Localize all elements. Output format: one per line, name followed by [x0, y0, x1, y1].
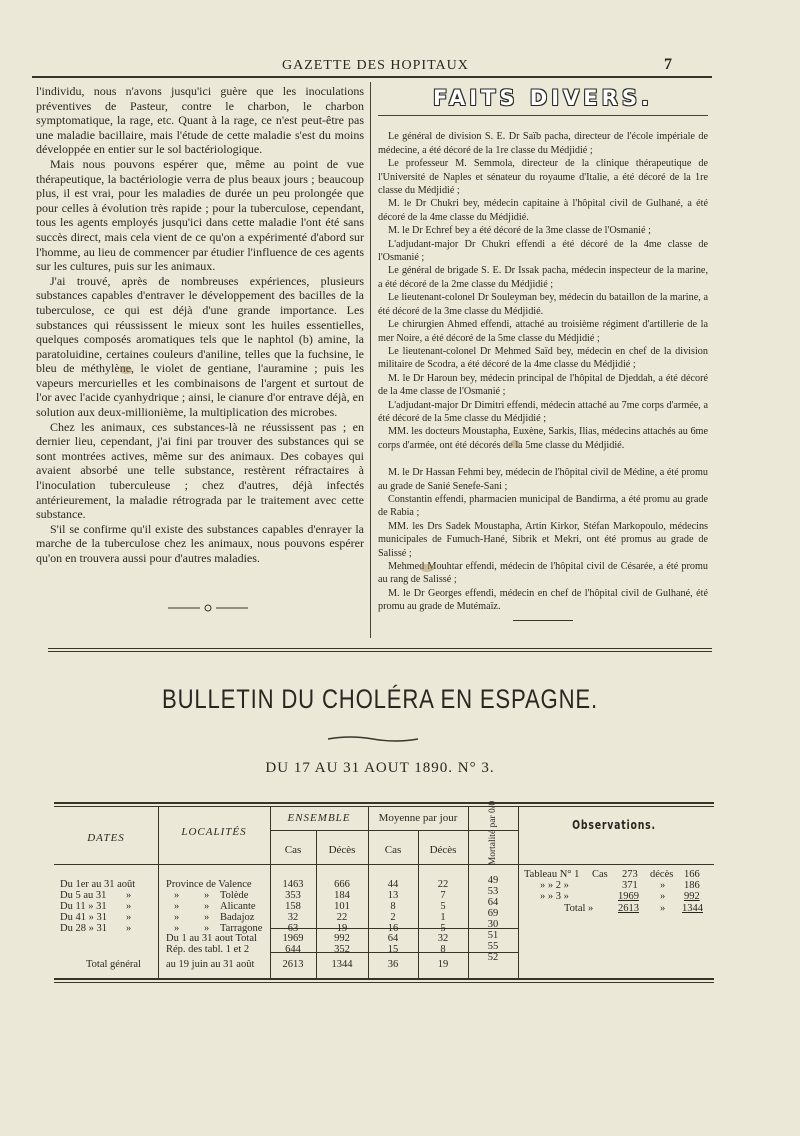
moy-deces-cell: 32 [437, 933, 449, 944]
obs-cas: 371 [622, 880, 638, 891]
mortalite-cell: 64 [487, 897, 499, 908]
news-item: MM. les docteurs Moustapha, Euxène, Sarkis, Ilias, médecins attachés au 6me corps d'armée, ont été décorés de la 5me classe du Médjidié. [378, 426, 708, 451]
section-rule [48, 651, 712, 652]
deces-cell: 352 [334, 944, 350, 955]
cas-cell: 158 [285, 901, 301, 912]
date-cell: Du 5 au 31 [60, 890, 107, 901]
news-item: Mehmed Mouhtar effendi, médecin de l'hôpital civil de Césarée, a été promu au rang de Salissé ; [378, 561, 708, 586]
subtotal-label: Du 1 au 31 aout Total [166, 933, 257, 944]
cas-cell: 63 [287, 923, 299, 934]
obs-deces: 166 [684, 869, 700, 880]
moy-cas-cell: 8 [390, 901, 396, 912]
moy-deces-cell: 22 [437, 879, 449, 890]
total-range: au 19 juin au 31 août [166, 959, 255, 970]
date-cell: Du 41 » 31 [60, 912, 107, 923]
cas-cell: 2613 [282, 959, 304, 970]
subtotal-label: Rép. des tabl. 1 et 2 [166, 944, 250, 955]
header-ensemble: ENSEMBLE [287, 812, 351, 824]
article-paragraph: Chez les animaux, ces substances-là ne réussissent pas ; en dernier lieu, cependant, j'ai fini par trouver des substances qui se sont montrées actives, même sur des animaux. Des cobayes qui avaient absorbé une telle substance, restèrent réfractaires à l'inoculation tuberculeuse ; chez d'autres, déjà infectés antérieurement, la maladie rétrograda par le traitement avec cette substance. [36, 419, 364, 522]
moy-cas-cell: 64 [387, 933, 399, 944]
news-item: Le chirurgien Ahmed effendi, attaché au troisième régiment d'artillerie de la mer Noire, a été décoré de la 5me classe du Médjidié ; [378, 319, 708, 344]
moy-deces-cell: 8 [440, 944, 446, 955]
date-cell: Du 28 » 31 [60, 923, 107, 934]
column-divider [370, 82, 371, 638]
moy-cas-cell: 15 [387, 944, 399, 955]
faits-divers-title: FAITS DIVERS. [433, 86, 653, 110]
mortalite-cell: 53 [487, 886, 499, 897]
cas-cell: 353 [285, 890, 301, 901]
page-number: 7 [664, 56, 672, 73]
deces-cell: 992 [334, 933, 350, 944]
obs-cas: 273 [622, 869, 638, 880]
article-paragraph: J'ai trouvé, après de nombreuses expériences, plusieurs substances capables d'entraver le développement des bacilles de la tuberculose, ce qui est déjà d'une grande importance. Les substances qui réussissent le mieux sont les huiles essentielles, quelques composés aromatiques tels que le naphtol (b) amine, la paratoluidine, certaines couleurs d'aniline, telles que la fuchsine, le bleu de méthylène, le violet de gentiane, l'auramine ; puis les vapeurs mercurielles et les combinaisons de l'argent et surtout de l'or avec l'acide cyanhydrique ; ainsi, le cianure d'or entrave déjà, en solution aux deux-millionième, la multiplication des microbes. [36, 273, 364, 420]
news-item: Le lieutenant-colonel Dr Mehmed Saïd bey, médecin en chef de la division militaire de Scodra, a été décoré de la 4me classe du Médjidié ; [378, 345, 708, 371]
header-moyenne: Moyenne par jour [378, 812, 458, 824]
paper-stain [510, 440, 520, 448]
obs-cas: 1969 [618, 891, 639, 902]
news-item: Le professeur M. Semmola, directeur de la clinique thérapeutique de l'Université de Naples et sénateur du royaume d'Italie, a été décoré de la 1re classe du Médjidié ; [378, 158, 708, 197]
news-item: M. le Dr Echref bey a été décoré de la 3me classe de l'Osmanié ; [388, 225, 651, 237]
header-dates: DATES [87, 832, 125, 844]
page-header [32, 56, 712, 80]
deces-cell: 22 [336, 912, 348, 923]
moy-deces-cell: 1 [440, 912, 446, 923]
news-item: MM. les Drs Sadek Moustapha, Artin Kirkor, Stéfan Markopoulo, médecins municipales de Fumuch-Hané, Sibrik et Mekri, ont été promus au grade de Salissé ; [378, 520, 708, 559]
title-ornament [328, 734, 418, 744]
header-moy-deces: Décès [429, 844, 457, 856]
header-localites: LOCALITÉS [181, 826, 247, 838]
article-paragraph: Mais nous pouvons espérer que, même au point de vue thérapeutique, la bactériologie verra de plus beaux jours ; beaucoup plus, il est vrai, pour les maladies de durée un peu prolongée que pour celles à évolution très rapide ; pour la tuberculose, cependant, tous les agents employés jusqu'ici dans cette maladie l'ont été sans succès direct, mais cela vient de ce qu'on a expérimenté d'abord sur l'homme, au lieu de commencer par étudier l'influence de ces agents sur les cultures, puis sur les animaux. [36, 156, 364, 274]
moy-cas-cell: 2 [390, 912, 396, 923]
obs-label: » » 3 » [540, 891, 569, 902]
moy-deces-cell: 5 [440, 923, 446, 934]
news-item: Le général de division S. E. Dr Saïb pacha, directeur de l'école impériale de médecine, a été décoré de la 1re classe du Médjidié ; [378, 131, 708, 156]
date-cell: Du 11 » 31 [60, 901, 107, 912]
deces-cell: 101 [334, 901, 350, 912]
news-item: Le général de brigade S. E. Dr Issak pacha, médecin inspecteur de la marine, a été décoré de la 2me classe du Médjidié ; [378, 265, 708, 290]
moy-cas-cell: 13 [387, 890, 399, 901]
moy-cas-cell: 16 [387, 923, 399, 934]
cholera-table: DATES LOCALITÉS ENSEMBLE Moyenne par jour Cas Décès Cas Décès Mortalité par 0/0 Observations. Du 1er au 31 août Du 5 au 31 » Du 11 » 31 » Du 41 » 31 » Du 28 » 31 » Total général Province de Valence » » Tolède » » Alicante » » Badajoz » » Tarragone Du 1 au 31 aout Total Rép. des tabl. 1 et 2 au 19 juin au 31 août 1463 353 158 32 63 1969 644 2613 666 184 101 22 19 992 352 1344 44 13 8 2 16 64 15 36 22 7 5 1 5 32 8 19 49 53 64 69 30 51 55 52 Tableau N° 1 Cas 273 décès 166 » » 2 » 371 » 186 » » 3 » 1969 » 992 Total » 2613 » 1344 [54, 802, 714, 984]
deces-cell: 666 [334, 879, 350, 890]
news-item: Constantin effendi, pharmacien municipal de Bandirma, a été promu au grade de Rabia ; [378, 493, 708, 519]
moy-cas-cell: 44 [387, 879, 399, 890]
news-item: M. le Dr Haroun bey, médecin principal de l'hôpital de Djeddah, a été décoré de la 4me classe de l'Osmanié ; [378, 372, 708, 398]
total-label: Total général [86, 959, 141, 970]
mortalite-cell: 69 [487, 908, 499, 919]
deces-cell: 19 [336, 923, 348, 934]
mortalite-cell: 49 [487, 875, 499, 886]
date-cell: Du 1er au 31 août [60, 879, 136, 890]
deces-cell: 1344 [331, 959, 353, 970]
news-item: L'adjudant-major Dr Dimitri effendi, médecin attaché au 7me corps d'armée, a été décoré de la 5me classe du Médjidié ; [378, 399, 708, 424]
obs-label: » » 2 » [540, 880, 569, 891]
header-observations: Observations. [572, 818, 656, 832]
locality-cell: Province de Valence [166, 879, 252, 890]
journal-title: GAZETTE DES HOPITAUX [282, 58, 469, 73]
locality-cell: Badajoz [220, 912, 255, 923]
cas-cell: 32 [287, 912, 299, 923]
end-ornament [168, 602, 248, 614]
section-rule [48, 648, 712, 649]
obs-label: Tableau N° 1 [524, 869, 580, 880]
news-item: M. le Dr Georges effendi, médecin en chef de l'hôpital civil de Gulhané, été promu au grade de Mutémaïz. [378, 587, 708, 613]
header-moy-cas: Cas [384, 844, 402, 856]
article-paragraph: S'il se confirme qu'il existe des substances capables d'enrayer la marche de la tuberculose chez les animaux, nous pouvons espérer qu'on en trouvera aussi pour d'autres maladies. [36, 521, 364, 565]
obs-cas: 2613 [618, 903, 639, 914]
paper-stain [120, 366, 132, 374]
news-item: Le lieutenant-colonel Dr Souleyman bey, médecin du bataillon de la marine, a été décoré de la 3me classe du Médjidié. [378, 292, 708, 317]
locality-cell: Tolède [220, 890, 249, 901]
news-item: M. le Dr Chukri bey, médecin capitaine à l'hôpital civil de Gulhané, a été décoré de la 4me classe du Médjidié. [378, 198, 708, 223]
locality-cell: Tarragone [220, 923, 263, 934]
obs-deces: 992 [684, 891, 700, 902]
obs-deces: 186 [684, 880, 700, 891]
mortalite-cell: 55 [487, 941, 499, 952]
obs-label: Total » [564, 903, 594, 914]
news-item: M. le Dr Hassan Fehmi bey, médecin de l'hôpital civil de Médine, a été promu au grade de Sanié Senefe-Sani ; [378, 467, 708, 492]
moy-deces-cell: 5 [440, 901, 446, 912]
left-column-article [36, 84, 364, 566]
article-paragraph: l'individu, nous n'avons jusqu'ici guère que les inoculations préventives de Pasteur, contre le charbon, le charbon symptomatique, la rage, etc. Quant à la rage, ce n'est peut-être pas une maladie bacillaire, mais l'étude de cette maladie s'est du moins développée en entier sur le sol bactériologique. [36, 84, 364, 157]
mortalite-cell: 52 [487, 952, 499, 963]
header-mortalite: Mortalité par 0/0 [488, 800, 498, 866]
locality-cell: Alicante [220, 901, 256, 912]
faits-divers-column [378, 84, 708, 625]
cas-cell: 1463 [282, 879, 304, 890]
moy-deces-cell: 19 [437, 959, 449, 970]
bulletin-subtitle: DU 17 AU 31 AOUT 1890. N° 3. [265, 760, 495, 776]
cas-cell: 644 [285, 944, 301, 955]
header-rule [32, 76, 712, 78]
paper-stain [420, 564, 434, 572]
news-item: L'adjudant-major Dr Chukri effendi a été décoré de la 4me classe de l'Osmanié ; [378, 238, 708, 264]
obs-deces: 1344 [682, 903, 703, 914]
mortalite-cell: 51 [487, 930, 499, 941]
header-deces: Décès [328, 844, 356, 856]
moy-deces-cell: 7 [440, 890, 446, 901]
title-rule [378, 115, 708, 116]
bulletin-title: BULLETIN DU CHOLÉRA EN ESPAGNE. [162, 684, 598, 714]
mortalite-cell: 30 [487, 919, 499, 930]
header-cas: Cas [284, 844, 302, 856]
cas-cell: 1969 [282, 933, 304, 944]
short-rule [513, 620, 573, 621]
deces-cell: 184 [334, 890, 350, 901]
moy-cas-cell: 36 [387, 959, 399, 970]
